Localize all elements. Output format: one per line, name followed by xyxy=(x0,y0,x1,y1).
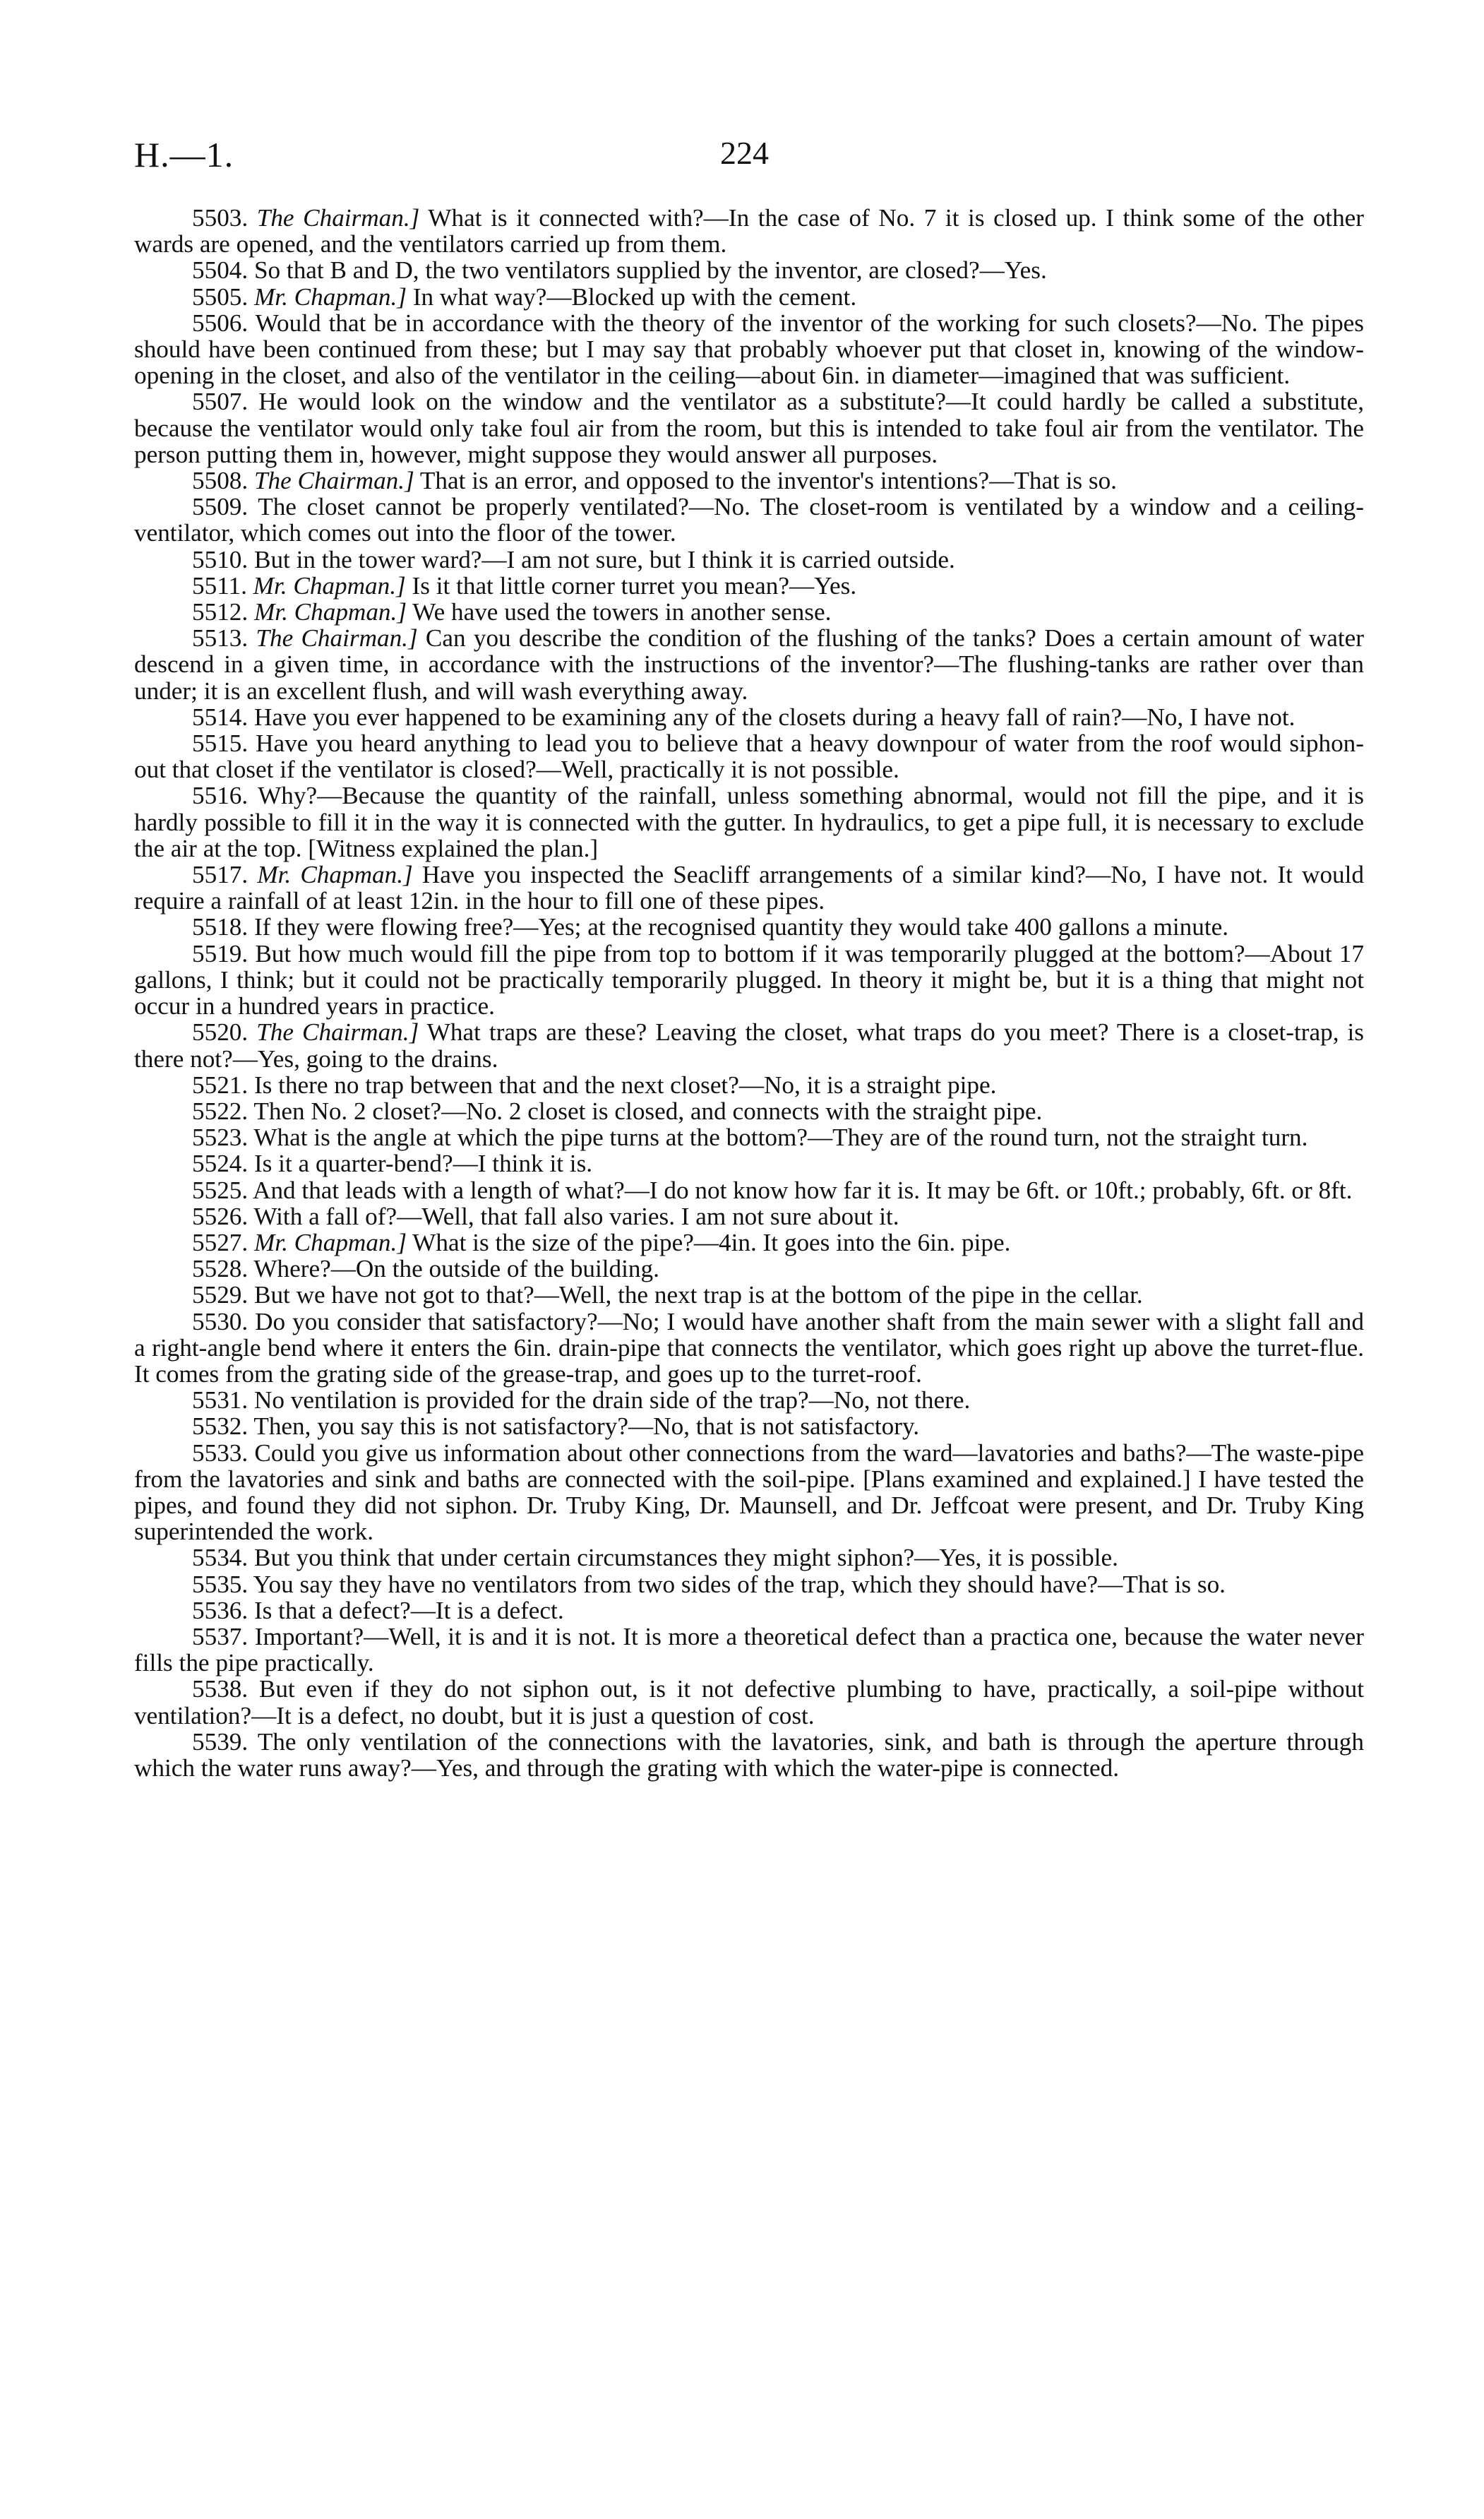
question-answer-text: Then No. 2 closet?—No. 2 closet is closed, and connects with the straight pipe. xyxy=(248,1097,1043,1125)
question-paragraph xyxy=(134,914,1364,940)
question-answer-text: Then, you say this is not satisfactory?—No, that is not satisfactory. xyxy=(248,1412,920,1441)
question-paragraph xyxy=(134,494,1364,546)
question-answer-text: With a fall of?—Well, that fall also varies. I am not sure about it. xyxy=(248,1202,899,1230)
question-number: 5534. xyxy=(192,1544,249,1572)
document-reference: H.—1. xyxy=(134,135,234,174)
question-paragraph xyxy=(134,1256,1364,1282)
question-answer-text: Have you inspected the Seacliff arrangements of a similar kind?—No, I have not. It would require a rainfall of at least 12in. in the hour to fill one of these pipes. xyxy=(134,861,1364,915)
question-paragraph xyxy=(134,704,1364,730)
question-answer-text: The closet cannot be properly ventilated?—No. The closet-room is ventilated by a window and a ceiling-ventilator, which comes out into the floor of the tower. xyxy=(134,493,1364,547)
question-paragraph xyxy=(134,1729,1364,1781)
question-answer-text: But we have not got to that?—Well, the next trap is at the bottom of the pipe in the cellar. xyxy=(248,1281,1143,1309)
question-answer-text: Important?—Well, it is and it is not. It is more a theoretical defect than a practica one, because the water never fills the pipe practically. xyxy=(134,1622,1364,1677)
question-answer-text: Is it a quarter-bend?—I think it is. xyxy=(248,1150,593,1178)
question-answer-text: Would that be in accordance with the theory of the inventor of the working for such closets?—No. The pipes should have been continued from these; but I may say that probably whoever put that closet in, knowing of the window-opening in the closet, and also of the ventilator in the ceiling—about 6in. in diameter—imagined that was sufficient. xyxy=(134,309,1364,390)
question-answer-text: We have used the towers in another sense. xyxy=(407,598,832,626)
question-number: 5532. xyxy=(192,1412,249,1441)
question-number: 5511. xyxy=(192,571,247,600)
question-number: 5522. xyxy=(192,1097,249,1125)
question-answer-text: But how much would fill the pipe from top to bottom if it was temporarily plugged at the bottom?—About 17 gallons, I think; but it could not be practically temporarily plugged. In theory it might be, but it is a thing that might not occur in a hundred years in practice. xyxy=(134,939,1364,1020)
speaker-label: Mr. Chapman.] xyxy=(257,861,413,889)
question-paragraph xyxy=(134,310,1364,389)
question-number: 5515. xyxy=(192,730,249,758)
question-number: 5516. xyxy=(192,782,249,810)
question-answer-text: Have you ever happened to be examining any of the closets during a heavy fall of rain?—No, I have not. xyxy=(248,703,1295,731)
question-number: 5523. xyxy=(192,1124,249,1152)
question-paragraph xyxy=(134,1072,1364,1098)
question-number: 5525. xyxy=(192,1176,249,1204)
question-answer-text: He would look on the window and the ventilator as a substitute?—It could hardly be called a substitute, because the ventilator would only take foul air from the room, but this is intended to take foul air from the ventilator. The person putting them in, however, might suppose they would answer all purposes. xyxy=(134,388,1364,468)
question-number: 5521. xyxy=(192,1071,249,1099)
question-paragraph xyxy=(134,1624,1364,1676)
question-answer-text: You say they have no ventilators from two sides of the trap, which they should have?—That is so. xyxy=(248,1570,1226,1598)
question-number: 5539. xyxy=(192,1727,249,1756)
question-number: 5528. xyxy=(192,1255,249,1283)
question-paragraph xyxy=(134,599,1364,625)
question-answer-text: Is that a defect?—It is a defect. xyxy=(248,1596,564,1624)
question-number: 5508. xyxy=(192,467,249,495)
question-answer-text: What is the angle at which the pipe turns at the bottom?—They are of the round turn, not the straight turn. xyxy=(248,1124,1308,1152)
question-answer-text: What traps are these? Leaving the closet, what traps do you meet? There is a closet-trap, is there not?—Yes, going to the drains. xyxy=(134,1018,1364,1073)
question-paragraph xyxy=(134,1150,1364,1177)
question-answer-text: And that leads with a length of what?—I do not know how far it is. It may be 6ft. or 10ft.; probably, 6ft. or 8ft. xyxy=(248,1176,1353,1204)
question-number: 5505. xyxy=(192,282,249,311)
question-number: 5509. xyxy=(192,493,249,521)
question-answer-text: Is it that little corner turret you mean?—Yes. xyxy=(405,571,857,600)
speaker-label: The Chairman.] xyxy=(256,204,420,232)
question-paragraph xyxy=(134,1177,1364,1203)
question-number: 5520. xyxy=(192,1018,249,1047)
question-number: 5519. xyxy=(192,939,249,967)
question-number: 5510. xyxy=(192,545,249,573)
question-paragraph xyxy=(134,862,1364,914)
evidence-text-body xyxy=(134,205,1364,1781)
question-paragraph xyxy=(134,1413,1364,1439)
question-answer-text: But in the tower ward?—I am not sure, but I think it is carried outside. xyxy=(248,545,955,573)
question-answer-text: Have you heard anything to lead you to believe that a heavy downpour of water from the roof would siphon-out that closet if the ventilator is closed?—Well, practically it is not possible. xyxy=(134,730,1364,784)
question-number: 5512. xyxy=(192,598,249,626)
question-number: 5536. xyxy=(192,1596,249,1624)
speaker-label: Mr. Chapman.] xyxy=(253,598,407,626)
question-number: 5513. xyxy=(192,624,249,653)
speaker-label: Mr. Chapman.] xyxy=(253,571,406,600)
question-paragraph xyxy=(134,1282,1364,1308)
question-answer-text: No ventilation is provided for the drain side of the trap?—No, not there. xyxy=(248,1386,971,1415)
question-answer-text: Could you give us information about other connections from the ward—lavatories and baths?—The waste-pipe from the lavatories and sink and baths are connected with the soil-pipe. [Plans examined and explained.] I have tested the pipes, and found they did not siphon. Dr. Truby King, Dr. Maunsell, and Dr. Jeffcoat were present, and Dr. Truby King superintended the work. xyxy=(134,1439,1364,1546)
question-answer-text: The only ventilation of the connections with the lavatories, sink, and bath is through the aperture through which the water runs away?—Yes, and through the grating with which the water-pipe is connected. xyxy=(134,1727,1364,1782)
question-paragraph xyxy=(134,1597,1364,1624)
question-number: 5529. xyxy=(192,1281,249,1309)
question-paragraph xyxy=(134,625,1364,704)
question-paragraph xyxy=(134,284,1364,310)
question-number: 5530. xyxy=(192,1307,249,1335)
question-paragraph xyxy=(134,1571,1364,1597)
question-answer-text: In what way?—Blocked up with the cement. xyxy=(407,282,857,311)
question-paragraph xyxy=(134,388,1364,468)
question-paragraph xyxy=(134,1019,1364,1071)
question-number: 5537. xyxy=(192,1622,249,1650)
speaker-label: The Chairman.] xyxy=(256,1018,419,1047)
question-number: 5527. xyxy=(192,1228,249,1256)
question-paragraph xyxy=(134,468,1364,494)
question-answer-text: But even if they do not siphon out, is it not defective plumbing to have, practically, a soil-pipe without ventilation?—It is a defect, no doubt, but it is just a question of cost. xyxy=(134,1675,1364,1729)
question-paragraph xyxy=(134,941,1364,1020)
question-paragraph xyxy=(134,730,1364,782)
question-paragraph xyxy=(134,1124,1364,1150)
speaker-label: The Chairman.] xyxy=(256,624,418,653)
question-answer-text: So that B and D, the two ventilators supplied by the inventor, are closed?—Yes. xyxy=(248,256,1047,285)
question-paragraph xyxy=(134,1229,1364,1256)
question-paragraph xyxy=(134,1387,1364,1413)
question-answer-text: Do you consider that satisfactory?—No; I would have another shaft from the main sewer with a slight fall and a right-angle bend where it enters the 6in. drain-pipe that connects the ventilator, which goes right up above the turret-flue. It comes from the grating side of the grease-trap, and goes up to the turret-roof. xyxy=(134,1307,1364,1388)
speaker-label: Mr. Chapman.] xyxy=(253,282,407,311)
speaker-label: The Chairman.] xyxy=(253,467,414,495)
question-answer-text: Can you describe the condition of the flushing of the tanks? Does a certain amount of water descend in a given time, in accordance with the instructions of the inventor?—The flushing-tanks are rather over than under; it is an excellent flush, and will wash everything away. xyxy=(134,624,1364,705)
question-answer-text: Where?—On the outside of the building. xyxy=(248,1255,659,1283)
question-number: 5531. xyxy=(192,1386,249,1415)
question-number: 5535. xyxy=(192,1570,249,1598)
question-paragraph xyxy=(134,547,1364,573)
speaker-label: Mr. Chapman.] xyxy=(253,1228,407,1256)
question-paragraph xyxy=(134,1203,1364,1229)
question-paragraph xyxy=(134,205,1364,257)
question-answer-text: That is an error, and opposed to the inventor's intentions?—That is so. xyxy=(414,467,1117,495)
question-number: 5514. xyxy=(192,703,249,731)
question-number: 5517. xyxy=(192,861,249,889)
question-number: 5533. xyxy=(192,1439,249,1467)
question-paragraph xyxy=(134,1098,1364,1124)
question-number: 5506. xyxy=(192,309,249,337)
question-paragraph xyxy=(134,573,1364,599)
page-number: 224 xyxy=(720,135,769,171)
question-number: 5503. xyxy=(192,204,249,232)
question-paragraph xyxy=(134,782,1364,862)
question-paragraph xyxy=(134,1440,1364,1545)
question-answer-text: Why?—Because the quantity of the rainfall, unless something abnormal, would not fill the pipe, and it is hardly possible to fill it in the way it is connected with the gutter. In hydraulics, to get a pipe full, it is necessary to exclude the air at the top. [Witness explained the plan.] xyxy=(134,782,1364,862)
question-number: 5504. xyxy=(192,256,249,285)
question-answer-text: If they were flowing free?—Yes; at the recognised quantity they would take 400 gallons a minute. xyxy=(248,913,1229,941)
question-answer-text: Is there no trap between that and the next closet?—No, it is a straight pipe. xyxy=(248,1071,997,1099)
question-paragraph xyxy=(134,1309,1364,1388)
question-number: 5538. xyxy=(192,1675,249,1703)
question-number: 5507. xyxy=(192,388,249,416)
question-paragraph xyxy=(134,257,1364,283)
question-number: 5526. xyxy=(192,1202,249,1230)
question-answer-text: What is it connected with?—In the case of No. 7 it is closed up. I think some of the other wards are opened, and the ventilators carried up from them. xyxy=(134,204,1365,258)
question-answer-text: What is the size of the pipe?—4in. It goes into the 6in. pipe. xyxy=(407,1228,1011,1256)
question-paragraph xyxy=(134,1544,1364,1571)
question-number: 5518. xyxy=(192,913,249,941)
question-number: 5524. xyxy=(192,1150,249,1178)
question-answer-text: But you think that under certain circumstances they might siphon?—Yes, it is possible. xyxy=(248,1544,1118,1572)
question-paragraph xyxy=(134,1676,1364,1728)
